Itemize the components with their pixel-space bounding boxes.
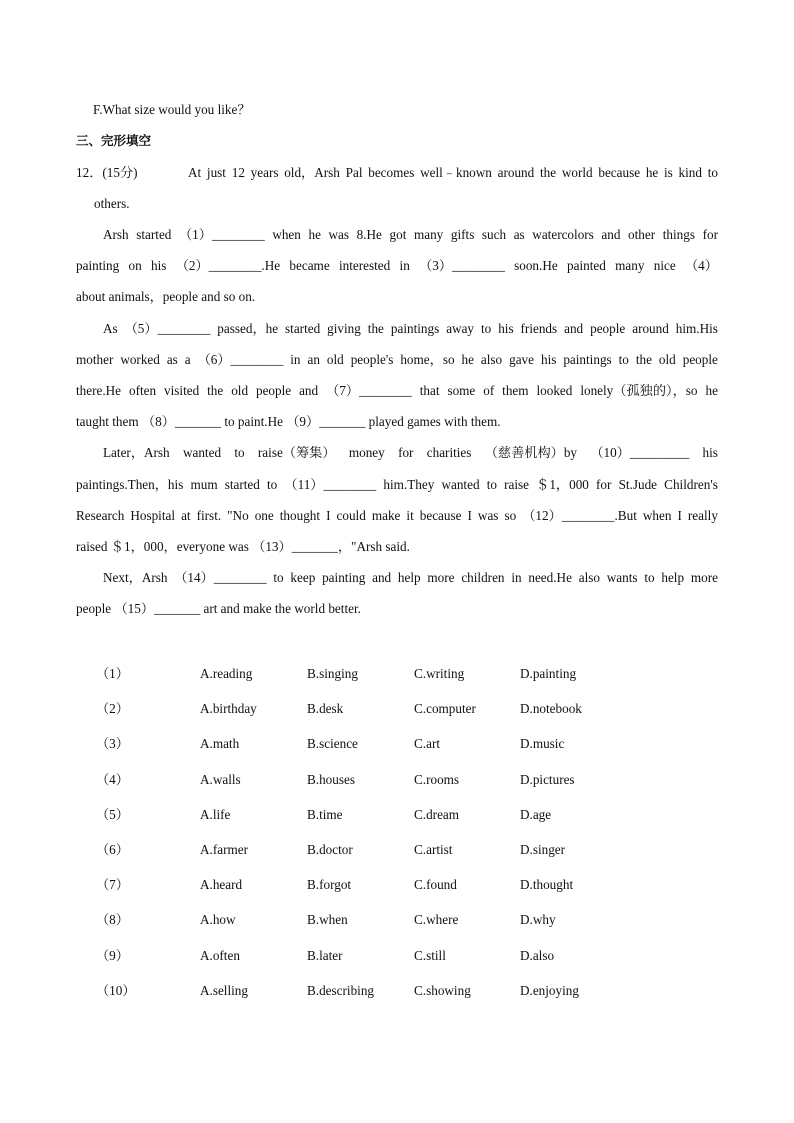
passage-word: looked	[536, 383, 573, 398]
passage-word: old	[231, 383, 249, 398]
option-row	[0, 840, 794, 860]
passage-word: well﹣known	[420, 165, 492, 180]
passage-word: also	[578, 570, 600, 585]
option-d: D.age	[520, 807, 552, 822]
passage-word: gave	[509, 352, 535, 367]
passage-word: many	[615, 258, 645, 273]
section-heading: 三、完形填空	[76, 133, 152, 148]
passage-word: and	[601, 227, 621, 242]
passage-word: other	[628, 227, 656, 242]
option-d: D.why	[520, 912, 556, 927]
question-number: 12．(15分)	[76, 165, 138, 180]
passage-word: more	[690, 570, 718, 585]
passage-line	[103, 444, 718, 462]
passage-word: wants	[606, 570, 638, 585]
passage-word: more	[427, 570, 455, 585]
passage-word: that	[419, 383, 440, 398]
passage-line	[103, 569, 718, 587]
option-c: C.computer	[414, 701, 476, 716]
passage-word: Next，Arsh	[103, 570, 168, 585]
passage-line	[76, 476, 718, 494]
passage-word: to	[234, 445, 245, 460]
passage-word: he	[461, 352, 474, 367]
passage-word: At	[188, 165, 202, 180]
passage-word: charities	[426, 445, 472, 460]
option-number: （9）	[96, 948, 129, 963]
option-number: （3）	[96, 736, 129, 751]
option-number: （2）	[96, 701, 129, 716]
option-b: B.singing	[307, 666, 358, 681]
passage-word: because	[419, 508, 462, 523]
passage-word: mum	[190, 477, 218, 492]
passage-word: to	[618, 352, 629, 367]
option-c: C.artist	[414, 842, 453, 857]
passage-word: people	[255, 383, 292, 398]
passage-word: was	[328, 227, 350, 242]
passage-word: home，so	[400, 352, 455, 367]
passage-word: to	[273, 570, 284, 585]
passage-word: he	[308, 227, 321, 242]
option-number: （1）	[96, 666, 129, 681]
passage-word: was	[477, 508, 499, 523]
passage-word: giving	[327, 321, 361, 336]
option-c: C.showing	[414, 983, 471, 998]
option-b: B.when	[307, 912, 348, 927]
passage-word: watercolors	[532, 227, 594, 242]
passage-word: help	[661, 570, 685, 585]
option-row	[0, 981, 794, 1001]
passage-word: （5）________	[124, 321, 211, 336]
passage-word: started	[136, 227, 172, 242]
passage-word: Hospital	[130, 508, 176, 523]
passage-word: ＄1，000	[536, 477, 589, 492]
passage-line: people （15）_______ art and make the world better.	[76, 601, 361, 616]
passage-word: at	[181, 508, 191, 523]
passage-word: the	[539, 165, 557, 180]
passage-word: an	[307, 352, 320, 367]
option-a: A.reading	[200, 666, 253, 681]
passage-word: help	[397, 570, 421, 585]
passage-word: as	[513, 227, 525, 242]
passage-word: his	[151, 258, 167, 273]
passage-word: in	[290, 352, 301, 367]
passage-word: 8.He	[356, 227, 382, 242]
option-a: A.walls	[200, 772, 241, 787]
passage-word: the	[635, 352, 652, 367]
passage-word: to	[644, 570, 655, 585]
passage-line	[76, 257, 718, 275]
option-b: B.describing	[307, 983, 375, 998]
passage-word: money	[348, 445, 385, 460]
option-c: C.still	[414, 948, 446, 963]
passage-word: started	[224, 477, 260, 492]
passage-word: became	[289, 258, 330, 273]
question-intro-line-1	[188, 164, 718, 182]
passage-word: Pal	[345, 165, 363, 180]
passage-line	[76, 351, 718, 369]
passage-word: the	[367, 321, 384, 336]
option-d: D.music	[520, 736, 565, 751]
passage-word: really	[687, 508, 718, 523]
passage-word: worked	[120, 352, 160, 367]
option-d: D.enjoying	[520, 983, 579, 998]
option-b: B.desk	[307, 701, 344, 716]
passage-word: old	[658, 352, 676, 367]
passage-word: wanted	[441, 477, 480, 492]
passage-word: just	[206, 165, 226, 180]
option-c: C.writing	[414, 666, 465, 681]
passage-word: is	[664, 165, 673, 180]
passage-line	[103, 226, 718, 244]
passage-word: （2）________.He	[175, 258, 281, 273]
option-row	[0, 875, 794, 895]
passage-word: for	[596, 477, 612, 492]
option-c: C.rooms	[414, 772, 460, 787]
passage-word: people's	[350, 352, 394, 367]
option-a: A.heard	[200, 877, 243, 892]
passage-word: （12）________.But	[522, 508, 637, 523]
passage-word: lonely（孤独的），so	[580, 383, 698, 398]
passage-word: to	[486, 477, 497, 492]
option-a: A.selling	[200, 983, 248, 998]
passage-word: （7）________	[326, 383, 412, 398]
passage-word: paintings	[563, 352, 612, 367]
option-a: A.farmer	[200, 842, 248, 857]
passage-word: （4）	[685, 258, 718, 273]
option-number: （4）	[96, 772, 129, 787]
passage-word: around	[632, 321, 669, 336]
passage-word: soon.He	[514, 258, 558, 273]
passage-word: raise（筹集）	[257, 445, 336, 460]
passage-word: interested	[338, 258, 391, 273]
passage-word: him.His	[675, 321, 718, 336]
passage-word: 12	[231, 165, 245, 180]
passage-word: him.They	[383, 477, 435, 492]
passage-word: and	[299, 383, 319, 398]
passage-word: often	[128, 383, 157, 398]
passage-word: to	[480, 321, 492, 336]
passage-word: things	[662, 227, 695, 242]
passage-line	[103, 320, 718, 338]
passage-word: kind	[678, 165, 702, 180]
passage-word: mother	[76, 352, 114, 367]
passage-line: raised ＄1，000，everyone was （13）_______，"Arsh said.	[76, 539, 410, 554]
passage-word: around	[497, 165, 535, 180]
passage-word: some	[447, 383, 476, 398]
option-number: （8）	[96, 912, 129, 927]
passage-word: years	[250, 165, 279, 180]
passage-word: raise	[504, 477, 529, 492]
option-row	[0, 805, 794, 825]
passage-word: in	[399, 258, 410, 273]
passage-word: I	[677, 508, 682, 523]
option-b: B.doctor	[307, 842, 353, 857]
passage-word: need.He	[528, 570, 572, 585]
passage-word: away	[446, 321, 475, 336]
passage-word: there.He	[76, 383, 122, 398]
passage-word: he	[705, 383, 718, 398]
option-d: D.singer	[520, 842, 566, 857]
option-a: A.often	[200, 948, 240, 963]
option-a: A.life	[200, 807, 231, 822]
passage-word: to	[267, 477, 278, 492]
passage-word: his	[540, 352, 557, 367]
passage-line	[76, 382, 718, 400]
passage-word: wanted	[182, 445, 222, 460]
passage-word: gifts	[450, 227, 475, 242]
passage-word: a	[184, 352, 191, 367]
passage-word: thought	[279, 508, 321, 523]
passage-word: （1）________	[179, 227, 265, 242]
passage-word: on	[128, 258, 142, 273]
passage-word: first.	[196, 508, 222, 523]
passage-word: so	[504, 508, 517, 523]
passage-word: his	[498, 321, 514, 336]
passage-word: （14）________	[174, 570, 267, 585]
option-row	[0, 734, 794, 754]
option-number: （7）	[96, 877, 129, 892]
option-a: A.how	[200, 912, 236, 927]
option-d: D.painting	[520, 666, 577, 681]
passage-word: paintings.Then，his	[76, 477, 184, 492]
passage-word: old	[326, 352, 344, 367]
passage-word: Research	[76, 508, 125, 523]
passage-word: for	[398, 445, 414, 460]
passage-word: in	[511, 570, 522, 585]
passage-word: painting	[322, 570, 366, 585]
passage-word: "No	[227, 508, 249, 523]
passage-word: paintings	[390, 321, 440, 336]
option-c: C.dream	[414, 807, 460, 822]
passage-word: to	[707, 165, 718, 180]
passage-word: he	[645, 165, 659, 180]
passage-line	[76, 507, 718, 525]
passage-word: （6）________	[197, 352, 284, 367]
passage-word: got	[389, 227, 407, 242]
passage-word: when	[642, 508, 672, 523]
passage-word: for	[702, 227, 718, 242]
option-a: A.math	[200, 736, 240, 751]
option-b: B.later	[307, 948, 343, 963]
option-d: D.also	[520, 948, 555, 963]
option-b: B.forgot	[307, 877, 352, 892]
passage-word: keep	[290, 570, 316, 585]
passage-word: （慈善机构）by	[484, 445, 578, 460]
passage-word: St.Jude	[618, 477, 658, 492]
passage-word: the	[207, 383, 224, 398]
passage-word: Later，Arsh	[103, 445, 170, 460]
passage-word: Children's	[664, 477, 718, 492]
passage-word: nice	[653, 258, 676, 273]
passage-word: painting	[76, 258, 120, 273]
option-number: （6）	[96, 842, 129, 857]
passage-word: it	[406, 508, 414, 523]
passage-word: visited	[164, 383, 200, 398]
passage-line: taught them （8）_______ to paint.He （9）_______ played games with them.	[76, 414, 501, 429]
passage-word: them	[502, 383, 529, 398]
option-row	[0, 664, 794, 684]
option-number: （5）	[96, 807, 129, 822]
passage-word: world	[561, 165, 593, 180]
passage-word: make	[371, 508, 401, 523]
passage-word: becomes	[368, 165, 415, 180]
option-c: C.art	[414, 736, 441, 751]
passage-word: As	[103, 321, 118, 336]
option-row	[0, 910, 794, 930]
passage-word: as	[166, 352, 178, 367]
option-row	[0, 946, 794, 966]
passage-word: started	[285, 321, 321, 336]
option-d: D.thought	[520, 877, 574, 892]
passage-word: old，Arsh	[284, 165, 340, 180]
passage-line: about animals，people and so on.	[76, 289, 256, 304]
passage-word: because	[598, 165, 641, 180]
passage-word: and	[564, 321, 584, 336]
passage-word: passed，he	[217, 321, 279, 336]
passage-word: of	[483, 383, 495, 398]
passage-word: could	[336, 508, 366, 523]
passage-word: children	[461, 570, 505, 585]
option-b: B.houses	[307, 772, 355, 787]
option-d: D.pictures	[520, 772, 575, 787]
passage-word: friends	[520, 321, 558, 336]
passage-word: such	[481, 227, 507, 242]
passage-word: Arsh	[103, 227, 129, 242]
option-d: D.notebook	[520, 701, 582, 716]
passage-word: I	[326, 508, 331, 523]
passage-word: people	[590, 321, 626, 336]
passage-word: many	[413, 227, 444, 242]
passage-word: his	[702, 445, 718, 460]
passage-word: and	[372, 570, 392, 585]
option-row	[0, 770, 794, 790]
option-row	[0, 699, 794, 719]
question-intro-line-2: others.	[94, 196, 130, 211]
passage-word: one	[254, 508, 274, 523]
passage-word: when	[272, 227, 301, 242]
option-f-text: F.What size would you like？	[93, 102, 251, 117]
option-c: C.found	[414, 877, 457, 892]
option-b: B.time	[307, 807, 343, 822]
passage-word: painted	[567, 258, 606, 273]
passage-word: （11）________	[284, 477, 377, 492]
passage-word: also	[480, 352, 503, 367]
option-b: B.science	[307, 736, 358, 751]
option-a: A.birthday	[200, 701, 257, 716]
passage-word: people	[682, 352, 718, 367]
passage-word: I	[467, 508, 472, 523]
passage-word: （3）________	[419, 258, 505, 273]
passage-word: （10）_________	[590, 445, 690, 460]
option-c: C.where	[414, 912, 459, 927]
option-number: （10）	[96, 983, 136, 998]
